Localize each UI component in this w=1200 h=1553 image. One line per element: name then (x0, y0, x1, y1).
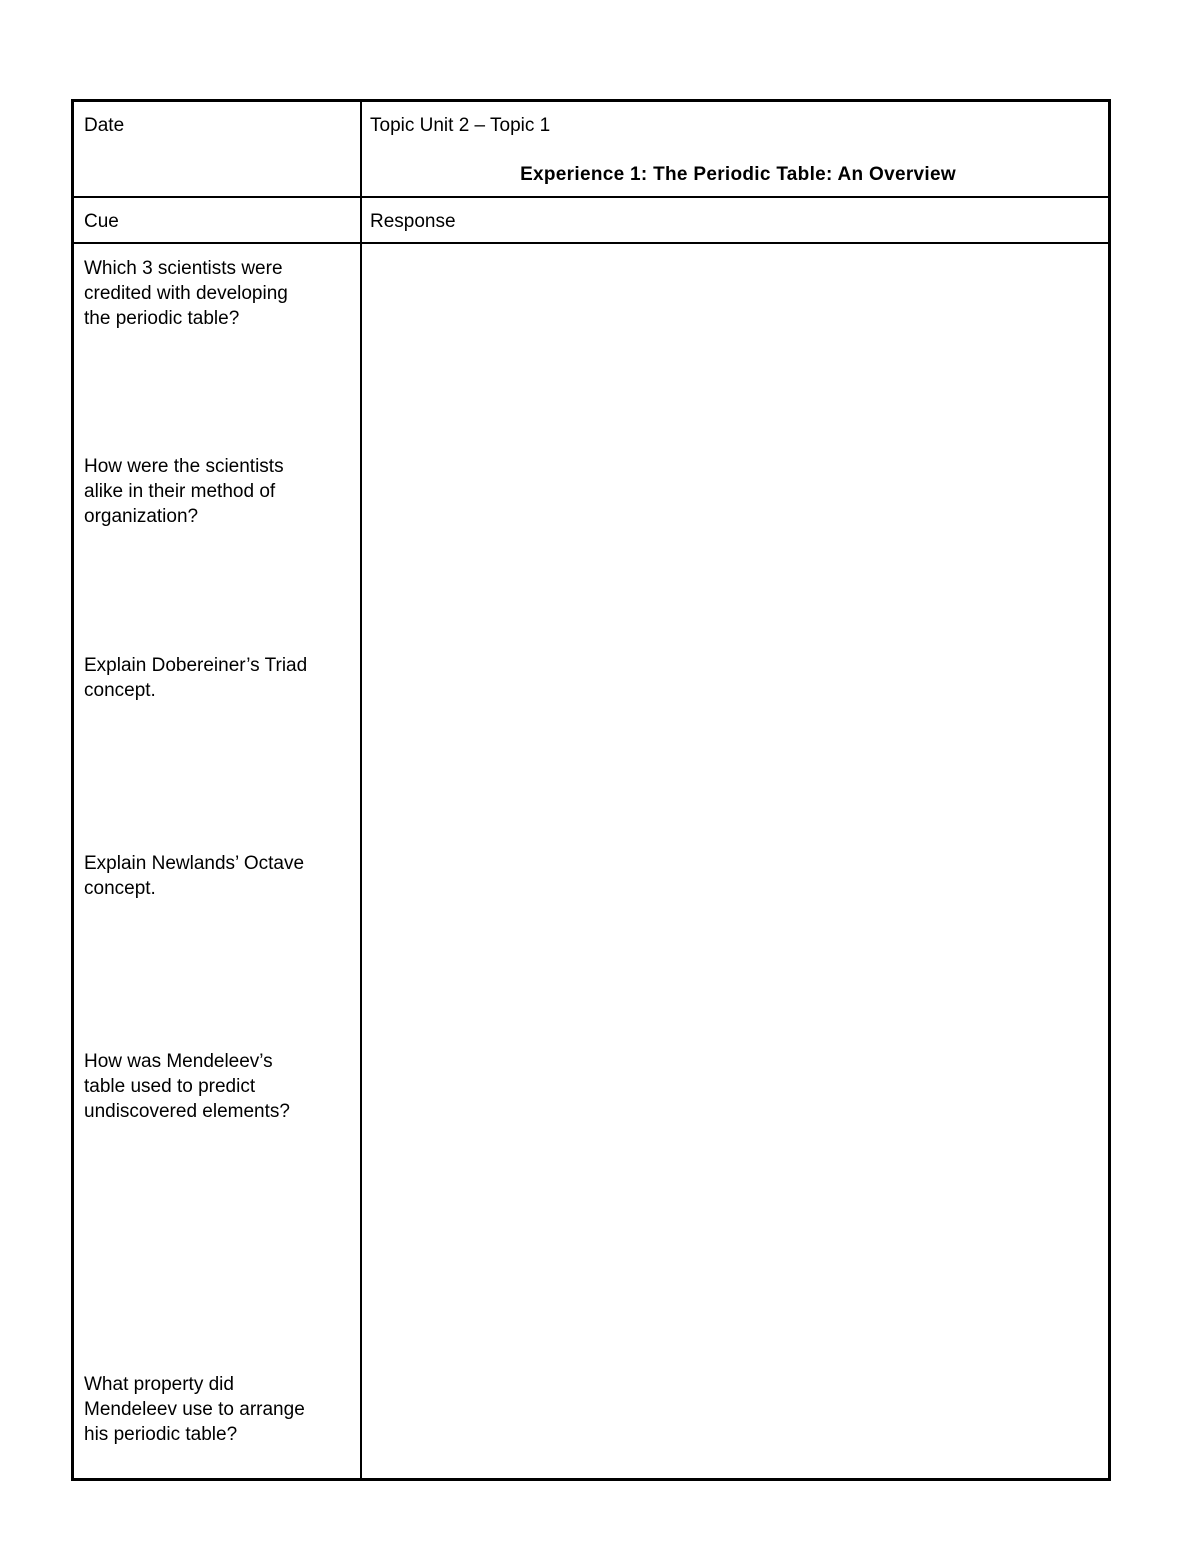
cue-question: What property did Mendeleev use to arrange his periodic table? (84, 1374, 305, 1445)
cue-question: How were the scientists alike in their method of organization? (84, 456, 284, 527)
cue-column-header: Cue (84, 211, 119, 232)
cue-question: How was Mendeleev’s table used to predict undiscovered elements? (84, 1051, 290, 1122)
date-label: Date (84, 115, 125, 136)
header-divider (74, 196, 1108, 198)
cue-question: Explain Dobereiner’s Triad concept. (84, 655, 308, 701)
cornell-notes-table (71, 99, 1111, 1481)
cue-question: Explain Newlands’ Octave concept. (84, 853, 305, 899)
column-header-divider (74, 242, 1108, 244)
response-area[interactable] (362, 245, 1108, 1478)
cue-question: Which 3 scientists were credited with developing the periodic table? (84, 258, 288, 329)
response-column-header: Response (370, 211, 456, 232)
page-title: Experience 1: The Periodic Table: An Overview (520, 164, 956, 185)
topic-label: Topic Unit 2 – Topic 1 (370, 115, 551, 136)
